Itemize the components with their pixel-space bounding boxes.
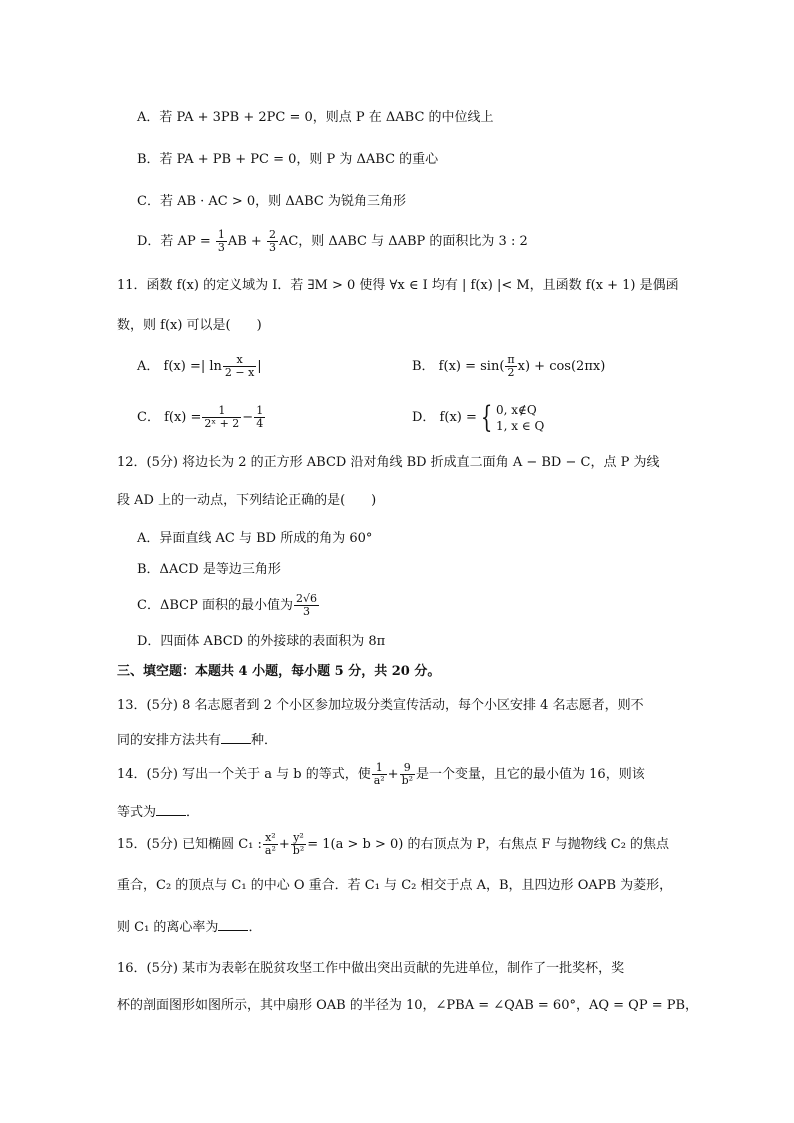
q11-option-a: A． f(x) =| ln $\frac{x}{2 - x}$ |: [137, 353, 262, 379]
q11-option-c: C． f(x) = $\frac{1}{\text{2ˣ + 2}}$ − $\frac{1}{4}$: [137, 404, 264, 430]
q11-stem-line2: 数，则 f(x) 可以是( ): [117, 318, 262, 333]
q12-option-a: A．异面直线 AC 与 BD 所成的角为 60°: [137, 531, 373, 546]
q10-option-d: D．若 AP = $\frac{1}{3}$ AB + $\frac{2}{3}$ AC，则 ΔABC 与 ΔABP 的面积比为 3 : 2: [137, 228, 528, 254]
fraction: $\frac{2√6}{3}$: [295, 592, 317, 618]
q16-line2: 杯的剖面图形如图所示，其中扇形 OAB 的半径为 10，∠PBA = ∠QAB = 60°，AQ = QP = PB，: [117, 998, 699, 1013]
left-brace: {: [480, 399, 493, 435]
q14-line1: 14．(5分) 写出一个关于 a 与 b 的等式，使 $\frac{1}{\text{a²}}$ + $\frac{9}{\text{b²}}$ 是一个变量，且它的最小值为 16，则该: [117, 761, 645, 787]
answer-blank: [218, 918, 248, 931]
q12-stem-line2: 段 AD 上的一动点，下列结论正确的是( ): [117, 493, 377, 508]
fraction: $\frac{2}{3}$: [268, 228, 276, 254]
fraction: $\frac{1}{4}$: [256, 404, 264, 430]
q15-line1: 15．(5分) 已知椭圆 C₁ : $\frac{\text{x²}}{\text{a²}}$ + $\frac{\text{y²}}{\text{b²}}$ = 1(a > b > 0) 的右顶点为 P，右焦点 F 与抛物线 C₂ 的焦点: [117, 831, 670, 857]
fraction: $\frac{x}{2 - x}$: [224, 353, 255, 379]
fraction: $\frac{1}{\text{a²}}$: [373, 761, 385, 787]
q15-line3: 则 C₁ 的离心率为 ．: [117, 920, 262, 935]
answer-blank: [221, 731, 251, 744]
piecewise-cases: 0, x∉Q 1, x ∈ Q: [495, 402, 545, 433]
q16-line1: 16．(5分) 某市为表彰在脱贫攻坚工作中做出突出贡献的先进单位，制作了一批奖杯，奖: [117, 961, 625, 976]
q12-option-c: C．ΔBCP 面积的最小值为 $\frac{2√6}{3}$: [137, 592, 317, 618]
fraction: $\frac{\text{y²}}{\text{b²}}$: [292, 831, 305, 857]
q12-stem-line1: 12．(5分) 将边长为 2 的正方形 ABCD 沿对角线 BD 折成直二面角 A − BD − C，点 P 为线: [117, 455, 660, 470]
q12-option-b: B．ΔACD 是等边三角形: [137, 562, 281, 577]
fraction: $\frac{9}{\text{b²}}$: [401, 761, 414, 787]
q13-line1: 13．(5分) 8 名志愿者到 2 个小区参加垃圾分类宣传活动，每个小区安排 4 名志愿者，则不: [117, 698, 644, 713]
answer-blank: [156, 803, 186, 816]
q11-option-d: D． f(x) = { 0, x∉Q 1, x ∈ Q: [412, 399, 545, 435]
fraction: $\frac{\pi}{2}$: [507, 353, 515, 379]
q10-option-a: A．若 PA + 3PB + 2PC = 0，则点 P 在 ΔABC 的中位线上: [137, 110, 494, 125]
fraction: $\frac{1}{3}$: [217, 228, 225, 254]
q10-option-b: B．若 PA + PB + PC = 0，则 P 为 ΔABC 的重心: [137, 152, 439, 167]
q10-option-c: C．若 AB · AC > 0，则 ΔABC 为锐角三角形: [137, 194, 406, 209]
section-heading: 三、填空题：本题共 4 小题，每小题 5 分，共 20 分。: [117, 664, 441, 679]
q12-option-d: D．四面体 ABCD 的外接球的表面积为 8π: [137, 634, 386, 649]
fraction: $\frac{\text{x²}}{\text{a²}}$: [264, 831, 276, 857]
q11-option-b: B． f(x) = sin( $\frac{\pi}{2}$ x) + cos(2πx): [412, 353, 606, 379]
fraction: $\frac{1}{\text{2ˣ + 2}}$: [204, 404, 240, 430]
q14-line2: 等式为 ．: [117, 805, 200, 820]
q15-line2: 重合，C₂ 的顶点与 C₁ 的中心 O 重合．若 C₁ 与 C₂ 相交于点 A，B，且四边形 OAPB 为菱形，: [117, 878, 673, 893]
q11-stem-line1: 11．函数 f(x) 的定义域为 I．若 ∃M > 0 使得 ∀x ∈ I 均有 | f(x) |< M，且函数 f(x + 1) 是偶函: [117, 278, 679, 293]
q13-line2: 同的安排方法共有 种．: [117, 733, 278, 748]
